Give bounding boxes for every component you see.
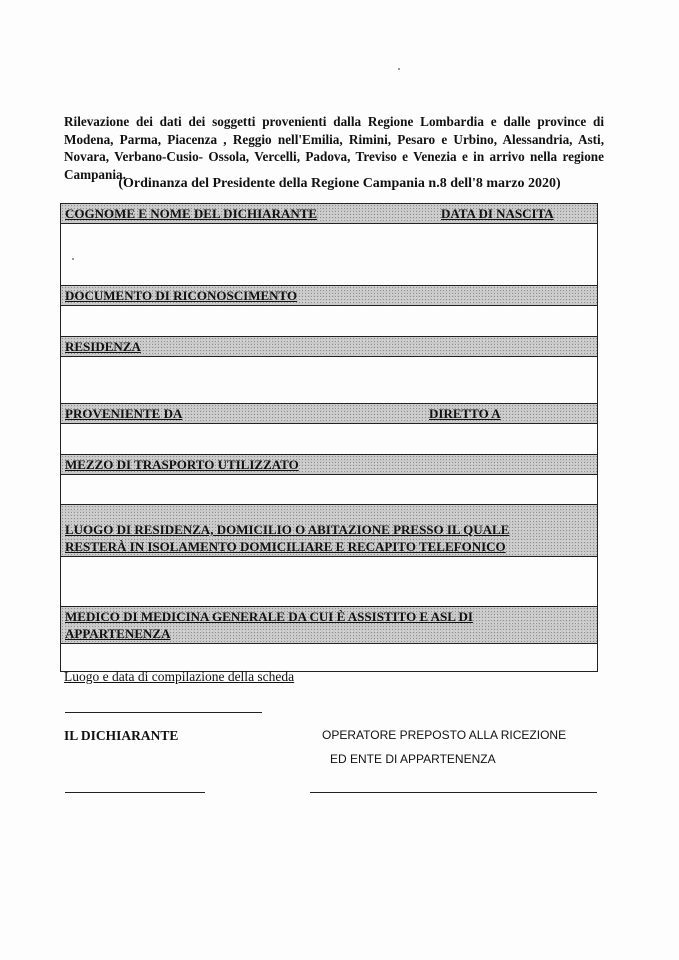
field-header-origin: [61, 404, 597, 424]
operator-label: OPERATORE PREPOSTO ALLA RICEZIONE: [322, 728, 567, 742]
residence-field[interactable]: [61, 357, 597, 404]
field-header-name: [61, 204, 597, 224]
declaration-form: [60, 203, 598, 672]
origin-label: PROVENIENTE DA: [65, 406, 183, 421]
field-header-transport: [61, 455, 597, 475]
declarant-signature-line[interactable]: [65, 792, 205, 793]
residence-label: RESIDENZA: [65, 339, 141, 354]
operator-signature-line[interactable]: [310, 792, 597, 793]
name-label: COGNOME E NOME DEL DICHIARANTE: [65, 206, 318, 221]
isolation-field[interactable]: [61, 557, 597, 607]
field-header-doctor: [61, 607, 597, 644]
declarant-label: IL DICHIARANTE: [64, 728, 179, 743]
entity-label: ED ENTE DI APPARTENENZA: [330, 752, 496, 766]
place-date-label: Luogo e data di compilazione della scheda: [64, 669, 295, 684]
field-header-residence: [61, 337, 597, 357]
document-label: DOCUMENTO DI RICONOSCIMENTO: [65, 288, 298, 303]
doctor-label-line1: MEDICO DI MEDICINA GENERALE DA CUI È ASSISTITO E ASL DI: [65, 609, 473, 624]
doctor-field[interactable]: [61, 644, 597, 671]
doctor-label-line2: APPARTENENZA: [65, 626, 171, 641]
field-header-document: [61, 286, 597, 306]
name-birthdate-field[interactable]: [61, 224, 597, 286]
ordinance-reference: (Ordinanza del Presidente della Regione Campania n.8 dell'8 marzo 2020): [118, 176, 561, 191]
field-header-isolation: [61, 505, 597, 557]
birthdate-label: DATA DI NASCITA: [441, 206, 554, 221]
isolation-label-line2: RESTERÀ IN ISOLAMENTO DOMICILIARE E RECAPITO TELEFONICO: [65, 539, 506, 554]
transport-field[interactable]: [61, 475, 597, 505]
origin-destination-field[interactable]: [61, 424, 597, 455]
intro-paragraph: Rilevazione dei dati dei soggetti provenienti dalla Regione Lombardia e dalle province di Modena, Parma, Piacenza , Reggio nell'Emilia, Rimini, Pesaro e Urbino, Alessandria, Asti, Novara, Verbano-Cusio- Ossola, Vercelli, Padova, Treviso e Venezia e in arrivo nella regione Campania.: [64, 114, 604, 182]
scan-speck: [398, 68, 400, 70]
place-date-line[interactable]: [65, 712, 262, 713]
isolation-label-line1: LUOGO DI RESIDENZA, DOMICILIO O ABITAZIONE PRESSO IL QUALE: [65, 522, 510, 537]
destination-label: DIRETTO A: [429, 406, 501, 421]
transport-label: MEZZO DI TRASPORTO UTILIZZATO: [65, 457, 299, 472]
document-field[interactable]: [61, 306, 597, 337]
